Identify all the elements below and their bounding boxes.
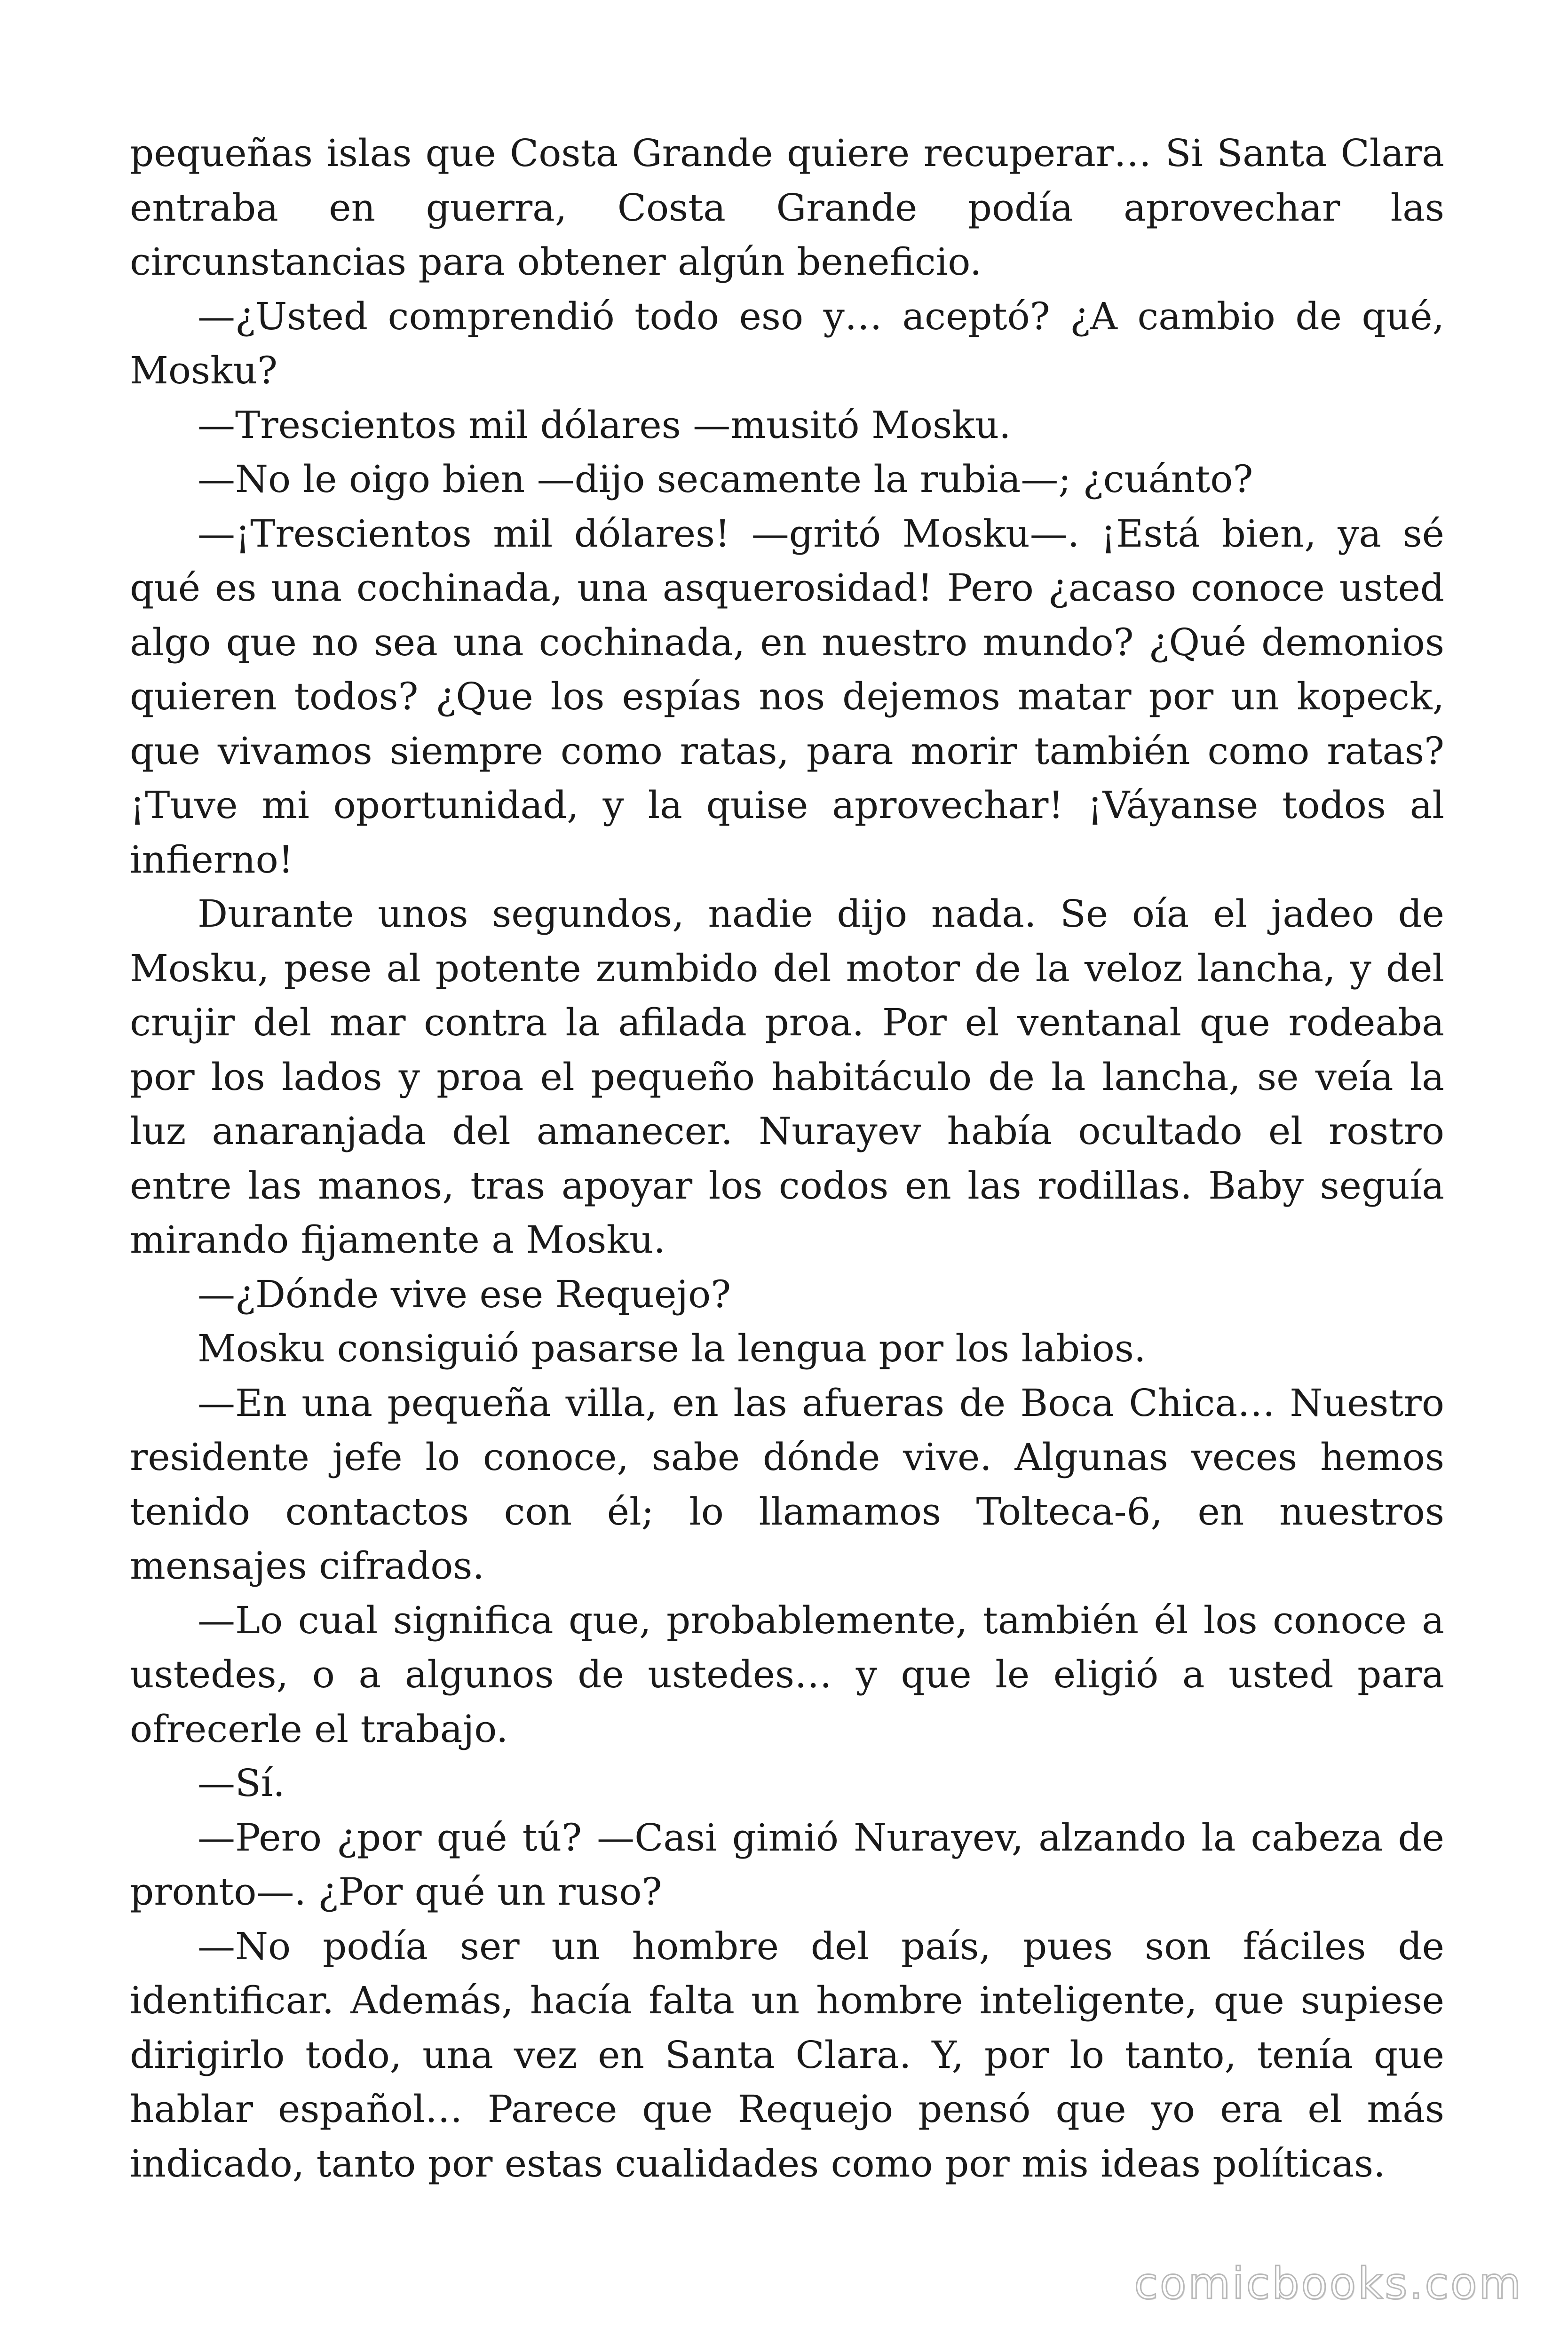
paragraph: Mosku consiguió pasarse la lengua por los labios. <box>198 1327 1146 1370</box>
paragraph: —Pero ¿por qué tú? —Casi gimió Nurayev, alzando la cabeza de pronto—. ¿Por qué un ruso? <box>130 1815 1444 1914</box>
paragraph: —¿Dónde vive ese Requejo? <box>198 1272 731 1316</box>
paragraph: Durante unos segundos, nadie dijo nada. Se oía el jadeo de Mosku, pese al potente zumbido del motor de la veloz lancha, y del crujir del mar contra la afilada proa. Por el ventanal que rodeaba por los lados y proa el pequeño habitáculo de la lancha, se veía la luz anaranjada del amanecer. Nurayev había ocultado el rostro entre las manos, tras apoyar los codos en las rodillas. Baby seguía mirando fijamente a Mosku. <box>130 892 1444 1262</box>
paragraph: —Lo cual significa que, probablemente, también él los conoce a ustedes, o a algunos de ustedes… y que le eligió a usted para ofrecerle el trabajo. <box>130 1598 1444 1751</box>
paragraph: —Trescientos mil dólares —musitó Mosku. <box>198 403 1011 447</box>
paragraph: —No le oigo bien —dijo secamente la rubia—; ¿cuánto? <box>198 457 1253 501</box>
paragraph: —Sí. <box>198 1761 285 1805</box>
paragraph: —No podía ser un hombre del país, pues son fáciles de identificar. Además, hacía falta un hombre inteligente, que supiese dirigirlo todo, una vez en Santa Clara. Y, por lo tanto, tenía que hablar español… Parece que Requejo pensó que yo era el más indicado, tanto por estas cualidades como por mis ideas políticas. <box>130 1924 1444 2185</box>
body-text <box>130 126 1444 2191</box>
paragraph: —¡Trescientos mil dólares! —gritó Mosku—. ¡Está bien, ya sé qué es una cochinada, una asquerosidad! Pero ¿acaso conoce usted algo que no sea una cochinada, en nuestro mundo? ¿Qué demonios quieren todos? ¿Que los espías nos dejemos matar por un kopeck, que vivamos siempre como ratas, para morir también como ratas? ¡Tuve mi oportunidad, y la quise aprovechar! ¡Váyanse todos al infierno! <box>130 511 1444 882</box>
watermark: comicbooks.com <box>1134 2258 1523 2309</box>
paragraph: pequeñas islas que Costa Grande quiere recuperar… Si Santa Clara entraba en guerra, Costa Grande podía aprovechar las circunstancias para obtener algún beneficio. <box>130 131 1444 284</box>
paragraph: —En una pequeña villa, en las afueras de Boca Chica… Nuestro residente jefe lo conoce, sabe dónde vive. Algunas veces hemos tenido contactos con él; lo llamamos Tolteca-6, en nuestros mensajes cifrados. <box>130 1381 1444 1588</box>
paragraph: —¿Usted comprendió todo eso y… aceptó? ¿A cambio de qué, Mosku? <box>130 294 1444 392</box>
